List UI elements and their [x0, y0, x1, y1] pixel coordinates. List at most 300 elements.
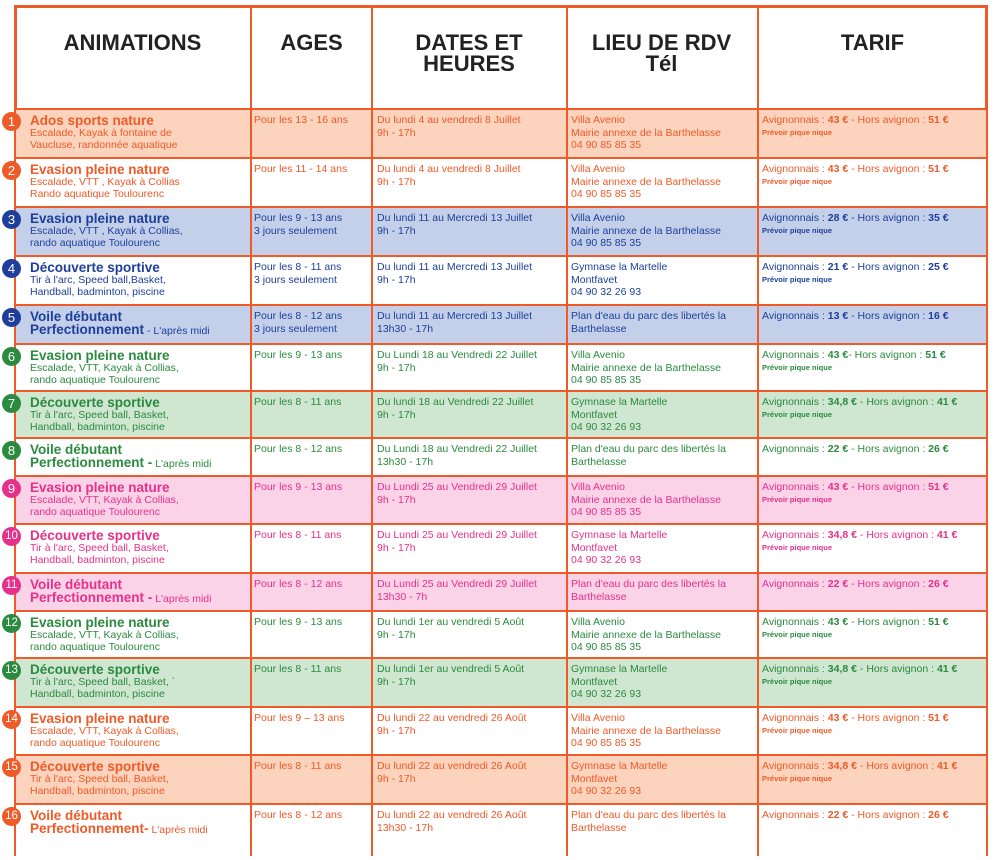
activity-title-line2 — [30, 591, 250, 606]
activity-description: rando aquatique Toulourenc — [30, 641, 160, 654]
lieu-cell — [571, 261, 759, 299]
dates-cell — [377, 443, 567, 468]
row-number-badge: 4 — [2, 259, 21, 278]
lieu-text: 04 90 32 26 93 — [571, 554, 642, 566]
activity-description: rando aquatique Toulourenc — [30, 506, 160, 519]
activity-title: Voile débutant — [30, 808, 123, 823]
activity-description: Vaucluse, randonnée aquatique — [30, 139, 178, 152]
tarif-line — [762, 760, 984, 773]
lieu-cell — [571, 616, 759, 654]
row-divider — [14, 437, 988, 439]
dates-text: 9h - 17h — [377, 493, 416, 506]
animation-cell — [30, 663, 250, 701]
tarif-price-outside: 41 € — [936, 396, 958, 408]
dates-text: Du lundi 4 au vendredi 8 Juillet — [377, 163, 521, 175]
activity-title: Découverte sportive — [30, 759, 160, 774]
activity-title: Découverte sportive — [30, 260, 160, 275]
lieu-text: Mairie annexe de la Barthelasse — [571, 724, 722, 737]
dates-cell — [377, 712, 567, 737]
tarif-price-outside: 51 € — [928, 163, 949, 175]
tarif-label-outside: - Hors avignon : — [848, 310, 929, 322]
lieu-text: Gymnase la Martelle — [571, 396, 668, 408]
tarif-line — [762, 212, 984, 225]
lieu-text: Mairie annexe de la Barthelasse — [571, 493, 722, 506]
table-row — [7, 110, 986, 157]
tarif-label-local: Avignonnais : — [762, 261, 828, 273]
tarif-line — [762, 349, 984, 362]
dates-text: 9h - 17h — [377, 361, 416, 374]
tarif-label-outside: - Hors avignon : — [856, 529, 937, 541]
lieu-text: Plan d'eau du parc des libertés la — [571, 310, 726, 322]
activity-title: Découverte sportive — [30, 528, 160, 543]
animation-cell — [30, 712, 250, 750]
lieu-text: Mairie annexe de la Barthelasse — [571, 361, 722, 374]
ages-cell — [254, 760, 372, 773]
row-number-badge: 14 — [2, 710, 21, 729]
table-header — [14, 5, 988, 109]
row-number-badge: 15 — [2, 758, 21, 777]
tarif-label-outside: - Hors avignon : — [848, 212, 929, 224]
ages-text: Pour les 11 - 14 ans — [254, 163, 348, 175]
dates-text: Du lundi 18 au Vendredi 22 Juillet — [377, 396, 534, 408]
tarif-price-outside: 51 € — [928, 114, 949, 126]
dates-cell — [377, 529, 567, 554]
activity-description: rando aquatique Toulourenc — [30, 737, 160, 750]
tarif-label-outside: - Hors avignon : — [848, 443, 929, 455]
lieu-cell — [571, 443, 759, 468]
ages-cell — [254, 481, 372, 494]
activity-description: Escalade, VTT , Kayak à Collias, — [30, 225, 183, 237]
activity-title: Voile débutant — [30, 577, 123, 592]
lieu-text: Montfavet — [571, 408, 618, 421]
row-divider — [14, 572, 988, 574]
ages-text: Pour les 9 - 13 ans — [254, 349, 343, 361]
tarif-price-outside: 16 € — [928, 310, 949, 322]
picnic-note: Prévoir pique nique — [762, 676, 833, 686]
column-divider — [566, 5, 568, 856]
tarif-price-outside: 51 € — [928, 712, 949, 724]
animation-cell — [30, 760, 250, 798]
activity-title: Découverte sportive — [30, 662, 160, 677]
tarif-label-local: Avignonnais : — [762, 349, 828, 361]
tarif-label-outside: - Hors avignon : — [856, 396, 937, 408]
dates-cell — [377, 663, 567, 688]
dates-text: Du lundi 1er au vendredi 5 Août — [377, 663, 525, 675]
activity-description: Escalade, VTT , Kayak à Collias — [30, 176, 180, 188]
tarif-price-local: 22 € — [827, 809, 849, 821]
activity-title-line2 — [30, 822, 250, 837]
dates-cell — [377, 349, 567, 374]
ages-cell — [254, 261, 372, 286]
tarif-price-local: 43 € — [827, 349, 849, 361]
picnic-note: Prévoir pique nique — [762, 773, 833, 783]
tarif-cell — [762, 616, 984, 640]
row-divider — [14, 610, 988, 612]
animation-cell — [30, 481, 250, 519]
tarif-label-local: Avignonnais : — [762, 760, 828, 772]
picnic-note: Prévoir pique nique — [762, 127, 833, 137]
dates-text: 9h - 17h — [377, 541, 416, 554]
animation-cell — [30, 809, 250, 837]
lieu-cell — [571, 481, 759, 519]
tarif-price-outside: 41 € — [936, 529, 958, 541]
activity-description: Escalade, VTT, Kayak à Collias, — [30, 629, 179, 641]
activity-title-line2 — [30, 323, 250, 338]
tarif-label-local: Avignonnais : — [762, 163, 828, 175]
table-row — [7, 257, 986, 304]
ages-text: Pour les 9 - 13 ans — [254, 616, 343, 628]
row-number-badge: 7 — [2, 394, 21, 413]
lieu-text: 04 90 85 85 35 — [571, 737, 642, 749]
tarif-label-outside: - Hors avignon : — [848, 712, 929, 724]
activity-description: Handball, badminton, piscine — [30, 421, 165, 434]
tarif-label-local: Avignonnais : — [762, 481, 828, 493]
activity-description: Tir à l'arc, Speed ball, Basket, — [30, 773, 169, 785]
tarif-price-local: 43 € — [827, 163, 849, 175]
lieu-text: Barthelasse — [571, 590, 627, 603]
row-number-badge: 16 — [2, 807, 21, 826]
lieu-text: Gymnase la Martelle — [571, 261, 668, 273]
tarif-label-outside: - Hors avignon : — [848, 261, 929, 273]
lieu-text: Villa Avenio — [571, 712, 625, 724]
activity-description: Handball, badminton, piscine — [30, 286, 165, 299]
header-ages: AGES — [280, 30, 343, 55]
lieu-text: Mairie annexe de la Barthelasse — [571, 628, 722, 641]
header-dates: DATES ET HEURES — [415, 30, 523, 76]
tarif-line — [762, 163, 984, 176]
tarif-label-local: Avignonnais : — [762, 396, 828, 408]
ages-text: Pour les 9 - 13 ans — [254, 212, 343, 224]
ages-cell — [254, 349, 372, 362]
picnic-note: Prévoir pique nique — [762, 274, 833, 284]
lieu-text: Villa Avenio — [571, 616, 625, 628]
row-number-badge: 1 — [2, 112, 21, 131]
dates-text: Du lundi 11 au Mercredi 13 Juillet — [377, 212, 533, 224]
tarif-label-outside: - Hors avignon : — [848, 809, 929, 821]
lieu-cell — [571, 809, 759, 834]
tarif-label-outside: - Hors avignon : — [848, 481, 929, 493]
activity-title: Découverte sportive — [30, 395, 160, 410]
activity-time-note: L'après midi — [148, 824, 208, 836]
lieu-text: Gymnase la Martelle — [571, 529, 668, 541]
tarif-price-local: 22 € — [827, 578, 849, 590]
lieu-text: Mairie annexe de la Barthelasse — [571, 175, 722, 188]
animation-cell — [30, 529, 250, 567]
activity-title: Evasion pleine nature — [30, 615, 170, 630]
lieu-cell — [571, 578, 759, 603]
lieu-text: Gymnase la Martelle — [571, 663, 668, 675]
picnic-note: Prévoir pique nique — [762, 629, 833, 639]
row-number-badge: 3 — [2, 210, 21, 229]
tarif-cell — [762, 114, 984, 138]
tarif-label-local: Avignonnais : — [762, 114, 828, 126]
dates-cell — [377, 396, 567, 421]
row-number-badge: 6 — [2, 347, 21, 366]
tarif-line — [762, 443, 984, 456]
row-number-badge: 11 — [2, 576, 21, 595]
activity-description: Tir à l'arc, Speed ball, Basket, ` — [30, 676, 176, 688]
animation-cell — [30, 212, 250, 250]
table-row — [7, 306, 986, 343]
row-divider — [14, 390, 988, 392]
lieu-text: Montfavet — [571, 772, 618, 785]
ages-text: Pour les 8 - 12 ans — [254, 809, 343, 821]
tarif-line — [762, 481, 984, 494]
header-lieu: LIEU DE RDV Tél — [591, 30, 732, 76]
activity-description: Rando aquatique Toulourenc — [30, 188, 165, 201]
activity-title-part: Perfectionnement - — [30, 590, 153, 605]
activity-title: Voile débutant — [30, 442, 123, 457]
row-number-badge: 9 — [2, 479, 21, 498]
tarif-label-local: Avignonnais : — [762, 578, 828, 590]
tarif-price-local: 43 € — [827, 616, 849, 628]
dates-cell — [377, 578, 567, 603]
tarif-label-local: Avignonnais : — [762, 616, 828, 628]
ages-cell — [254, 616, 372, 629]
lieu-text: Plan d'eau du parc des libertés la — [571, 809, 726, 821]
tarif-line — [762, 114, 984, 127]
tarif-label-local: Avignonnais : — [762, 712, 828, 724]
table-row — [7, 159, 986, 206]
dates-cell — [377, 261, 567, 286]
table-row — [5, 805, 986, 856]
lieu-text: Villa Avenio — [571, 114, 625, 126]
tarif-price-outside: 41 € — [936, 760, 958, 772]
row-divider — [14, 803, 988, 805]
tarif-label-outside: - Hors avignon : — [848, 616, 929, 628]
lieu-text: Montfavet — [571, 675, 618, 688]
activity-description: Tir à l'arc, Speed ball, Basket, — [30, 542, 169, 554]
activity-time-note: - L'après midi — [144, 325, 210, 337]
ages-cell — [254, 712, 372, 725]
tarif-cell — [762, 663, 984, 687]
lieu-text: 04 90 85 85 35 — [571, 506, 642, 518]
row-divider — [14, 206, 988, 208]
ages-text: Pour les 8 - 11 ans — [254, 261, 342, 273]
activity-title: Evasion pleine nature — [30, 348, 170, 363]
lieu-cell — [571, 212, 759, 250]
table-row — [7, 439, 986, 475]
lieu-text: 04 90 85 85 35 — [571, 237, 642, 249]
ages-cell — [254, 809, 372, 822]
row-divider — [14, 657, 988, 659]
dates-text: 9h - 17h — [377, 772, 416, 785]
animation-cell — [30, 261, 250, 299]
dates-text: Du Lundi 18 au Vendredi 22 Juillet — [377, 349, 537, 361]
ages-text: 3 jours seulement — [254, 273, 337, 286]
table-row — [5, 525, 986, 572]
lieu-text: Barthelasse — [571, 455, 627, 468]
tarif-line — [762, 712, 984, 725]
lieu-cell — [571, 114, 759, 152]
dates-text: Du Lundi 25 au Vendredi 29 Juillet — [377, 481, 537, 493]
tarif-label-outside: - Hors avignon : — [856, 663, 937, 675]
activity-description: Escalade, VTT, Kayak à Collias, — [30, 362, 179, 374]
dates-text: 9h - 17h — [377, 126, 416, 139]
lieu-text: Plan d'eau du parc des libertés la — [571, 443, 726, 455]
dates-text: Du lundi 22 au vendredi 26 Août — [377, 809, 527, 821]
ages-cell — [254, 114, 372, 127]
tarif-cell — [762, 578, 984, 591]
tarif-label-local: Avignonnais : — [762, 529, 828, 541]
row-divider — [14, 343, 988, 345]
ages-cell — [254, 396, 372, 409]
dates-text: Du Lundi 25 au Vendredi 29 Juillet — [377, 578, 537, 590]
table-row — [5, 708, 986, 754]
table-row — [7, 392, 986, 437]
tarif-label-local: Avignonnais : — [762, 212, 828, 224]
tarif-price-outside: 26 € — [928, 443, 949, 455]
tarif-label-outside: - Hors avignon : — [848, 578, 929, 590]
tarif-label-local: Avignonnais : — [762, 809, 828, 821]
ages-cell — [254, 443, 372, 456]
lieu-text: Gymnase la Martelle — [571, 760, 668, 772]
dates-cell — [377, 212, 567, 237]
row-divider — [14, 475, 988, 477]
activity-description: Escalade, VTT, Kayak à Collias, — [30, 494, 179, 506]
picnic-note: Prévoir pique nique — [762, 225, 833, 235]
tarif-price-outside: 35 € — [928, 212, 949, 224]
tarif-line — [762, 529, 984, 542]
lieu-text: 04 90 32 26 93 — [571, 421, 642, 433]
lieu-text: 04 90 32 26 93 — [571, 286, 642, 298]
activity-description: rando aquatique Toulourenc — [30, 374, 160, 387]
ages-text: 3 jours seulement — [254, 224, 337, 237]
row-divider — [14, 523, 988, 525]
lieu-text: Barthelasse — [571, 322, 627, 335]
lieu-cell — [571, 529, 759, 567]
dates-cell — [377, 114, 567, 139]
row-divider — [14, 754, 988, 756]
lieu-text: 04 90 32 26 93 — [571, 785, 642, 797]
ages-text: Pour les 8 - 12 ans — [254, 443, 343, 455]
dates-text: Du Lundi 25 au Vendredi 29 Juillet — [377, 529, 537, 541]
row-divider — [14, 304, 988, 306]
activity-title-line2 — [30, 456, 250, 471]
ages-text: Pour les 13 - 16 ans — [254, 114, 348, 126]
tarif-cell — [762, 212, 984, 236]
activity-title-part: Perfectionnement - — [30, 455, 153, 470]
row-number-badge: 5 — [2, 308, 21, 327]
tarif-line — [762, 663, 984, 676]
tarif-cell — [762, 396, 984, 420]
row-number-badge: 13 — [2, 661, 21, 680]
row-divider — [14, 157, 988, 159]
lieu-text: 04 90 85 85 35 — [571, 374, 642, 386]
tarif-price-local: 43 € — [827, 481, 849, 493]
ages-text: Pour les 8 - 11 ans — [254, 760, 342, 772]
lieu-cell — [571, 396, 759, 434]
tarif-label-local: Avignonnais : — [762, 443, 828, 455]
dates-text: 9h - 17h — [377, 724, 416, 737]
lieu-text: Mairie annexe de la Barthelasse — [571, 224, 722, 237]
lieu-text: Villa Avenio — [571, 212, 625, 224]
lieu-text: Villa Avenio — [571, 349, 625, 361]
column-divider — [250, 5, 252, 856]
activity-description: Tir à l'arc, Speed ball, Basket, — [30, 409, 169, 421]
ages-cell — [254, 163, 372, 176]
picnic-note: Prévoir pique nique — [762, 542, 833, 552]
tarif-cell — [762, 261, 984, 285]
header-animations: ANIMATIONS — [63, 30, 202, 55]
tarif-price-local: 28 € — [827, 212, 849, 224]
tarif-price-local: 43 € — [827, 712, 849, 724]
table-row — [5, 574, 986, 610]
table-row — [7, 477, 986, 523]
lieu-text: Mairie annexe de la Barthelasse — [571, 126, 722, 139]
tarif-price-outside: 51 € — [928, 616, 949, 628]
ages-text: Pour les 8 - 12 ans — [254, 578, 343, 590]
activity-title: Evasion pleine nature — [30, 211, 170, 226]
tarif-cell — [762, 163, 984, 187]
ages-cell — [254, 578, 372, 591]
lieu-text: 04 90 85 85 35 — [571, 188, 642, 200]
dates-cell — [377, 163, 567, 188]
activity-title: Evasion pleine nature — [30, 162, 170, 177]
tarif-price-local: 34,8 € — [827, 529, 857, 541]
lieu-cell — [571, 760, 759, 798]
tarif-cell — [762, 481, 984, 505]
picnic-note: Prévoir pique nique — [762, 409, 833, 419]
dates-cell — [377, 616, 567, 641]
tarif-price-local: 22 € — [827, 443, 849, 455]
activity-description: Handball, badminton, piscine — [30, 688, 165, 701]
dates-text: Du lundi 22 au vendredi 26 Août — [377, 760, 527, 772]
animation-cell — [30, 310, 250, 338]
ages-text: 3 jours seulement — [254, 322, 337, 335]
tarif-label-outside: - Hors avignon : — [848, 163, 929, 175]
ages-cell — [254, 663, 372, 676]
picnic-note: Prévoir pique nique — [762, 725, 833, 735]
tarif-label-outside: - Hors avignon : — [848, 114, 929, 126]
lieu-text: 04 90 85 85 35 — [571, 139, 642, 151]
tarif-price-outside: 51 € — [925, 349, 946, 361]
tarif-cell — [762, 809, 984, 822]
ages-text: Pour les 9 - 13 ans — [254, 481, 343, 493]
table-row — [7, 345, 986, 390]
dates-text: 13h30 - 17h — [377, 455, 434, 468]
activity-title: Voile débutant — [30, 309, 123, 324]
dates-text: 13h30 - 17h — [377, 821, 434, 834]
activity-description: Handball, badminton, piscine — [30, 554, 165, 567]
lieu-cell — [571, 163, 759, 201]
animation-cell — [30, 349, 250, 387]
ages-text: Pour les 9 – 13 ans — [254, 712, 345, 724]
tarif-cell — [762, 443, 984, 456]
dates-cell — [377, 481, 567, 506]
dates-text: Du lundi 1er au vendredi 5 Août — [377, 616, 525, 628]
picnic-note: Prévoir pique nique — [762, 494, 833, 504]
dates-text: 13h30 - 17h — [377, 322, 434, 335]
lieu-text: 04 90 32 26 93 — [571, 688, 642, 700]
dates-cell — [377, 809, 567, 834]
ages-text: Pour les 8 - 12 ans — [254, 310, 343, 322]
tarif-price-local: 34,8 € — [827, 760, 857, 772]
activity-title: Ados sports nature — [30, 113, 154, 128]
tarif-label-outside: - Hors avignon : — [856, 760, 937, 772]
ages-cell — [254, 529, 372, 542]
tarif-price-outside: 51 € — [928, 481, 949, 493]
activity-description: Tir à l'arc, Speed ball,Basket, — [30, 274, 166, 286]
row-divider — [14, 255, 988, 257]
dates-text: Du lundi 22 au vendredi 26 Août — [377, 712, 527, 724]
activity-description: Escalade, VTT, Kayak à Collias, — [30, 725, 179, 737]
tarif-price-outside: 26 € — [928, 809, 949, 821]
activity-description: Handball, badminton, piscine — [30, 785, 165, 798]
tarif-price-local: 43 € — [827, 114, 849, 126]
table-row — [5, 612, 986, 657]
picnic-note: Prévoir pique nique — [762, 176, 833, 186]
